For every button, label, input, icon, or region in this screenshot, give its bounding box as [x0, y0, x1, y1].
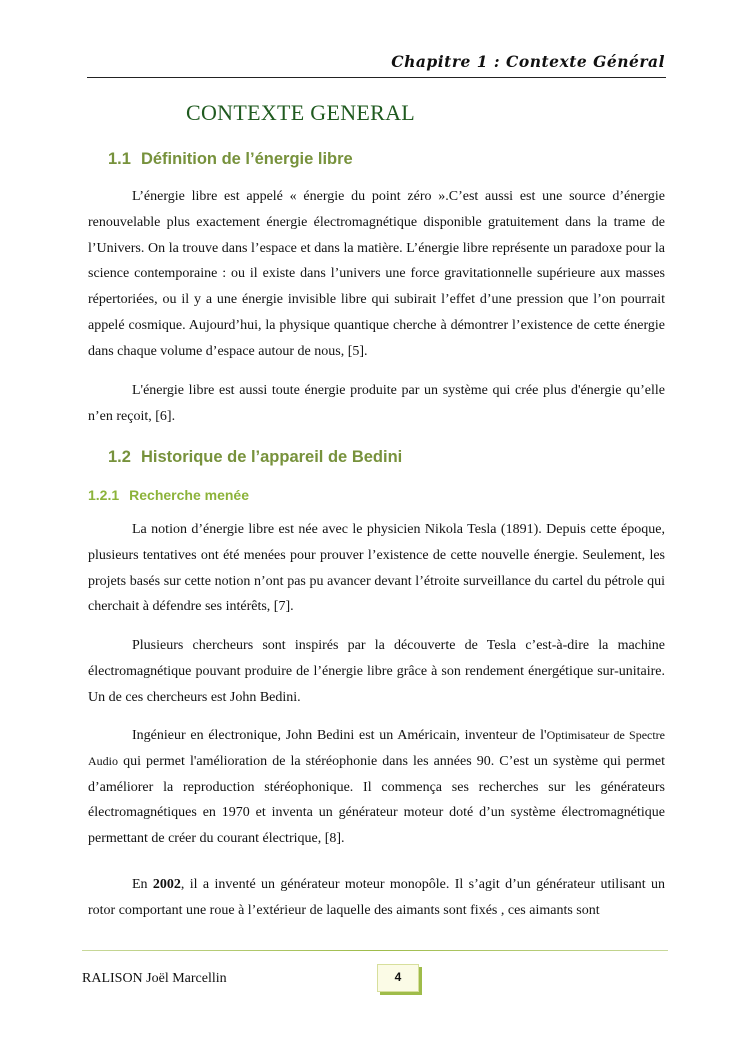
paragraph: L'énergie libre est aussi toute énergie produite par un système qui crée plus d'énergie qu’elle n’en reçoit, [6].: [88, 383, 665, 424]
section-title: Définition de l’énergie libre: [140, 150, 353, 168]
page-number-badge: 4: [377, 964, 419, 992]
paragraph-text: Ingénieur en électronique, John Bedini est un Américain, inventeur de l': [132, 728, 547, 743]
subsection-title: Recherche menée: [129, 487, 249, 503]
section-heading-1-2: [108, 448, 402, 467]
paragraph: Plusieurs chercheurs sont inspirés par la découverte de Tesla c’est-à-dire la machine électromagnétique pouvant produire de l’énergie libre grâce à son rendement énergétique sur-unitaire. Un de ces chercheurs est John Bedini.: [88, 638, 665, 705]
section-number: 1.1: [108, 150, 131, 168]
paragraph-text: , il a inventé un générateur moteur monopôle. Il s’agit d’un générateur utilisant un rotor comportant une roue à l’extérieur de laquelle des aimants sont fixés , ces aimants sont: [88, 877, 665, 918]
paragraph: La notion d’énergie libre est née avec le physicien Nikola Tesla (1891). Depuis cette époque, plusieurs tentatives ont été menées pour prouver l’existence de cette nouvelle énergie. Seulement, les projets basés sur cette notion n’ont pas pu avancer devant l’étroite surveillance du cartel du pétrole qui cherchait à défendre ses intérêts, [7].: [88, 522, 665, 615]
footer-author: RALISON Joël Marcellin: [82, 971, 227, 986]
subsection-heading-1-2-1: [88, 487, 249, 503]
subsection-number: 1.2.1: [88, 487, 120, 503]
paragraph-text: qui permet l'amélioration de la stéréophonie dans les années 90. C’est un système qui permet d’améliorer la reproduction stéréophonique. Il commença ses recherches sur les générateurs électromagnétiques en 1970 et inventa un générateur moteur doté d’un système électromagnétique permettant de créer du courant électrique, [8].: [88, 753, 665, 847]
footer-divider: [82, 950, 668, 951]
paragraph: [88, 872, 665, 924]
paragraph: [88, 723, 665, 852]
header-divider: [87, 77, 666, 78]
section-title: Historique de l’appareil de Bedini: [140, 448, 403, 466]
paragraph-text: En: [132, 877, 153, 892]
chapter-header: Chapitre 1 : Contexte Général: [391, 52, 665, 71]
product-name: Optimisateur de Spectre Audio: [88, 728, 665, 768]
section-heading-1-1: [108, 150, 353, 169]
year-bold: 2002: [152, 877, 181, 892]
paragraph: L’énergie libre est appelé « énergie du point zéro ».C’est aussi est une source d’énergie renouvelable plus exactement énergie électromagnétique disponible gratuitement dans la trame de l’Univers. On la trouve dans l’espace et dans la matière. L’énergie libre représente un paradoxe pour la science contemporaine : ou il existe dans l’univers une force gravitationnelle supérieure aux masses répertoriées, ou il y a une énergie invisible libre qui subirait l’effet d’une pression que l’on pourrait appelé cosmique. Aujourd’hui, la physique quantique cherche à démontrer l’existence de cette énergie dans chaque volume d’espace autour de nous, [5].: [88, 189, 665, 359]
page-title: CONTEXTE GENERAL: [186, 100, 416, 125]
section-number: 1.2: [108, 448, 131, 466]
